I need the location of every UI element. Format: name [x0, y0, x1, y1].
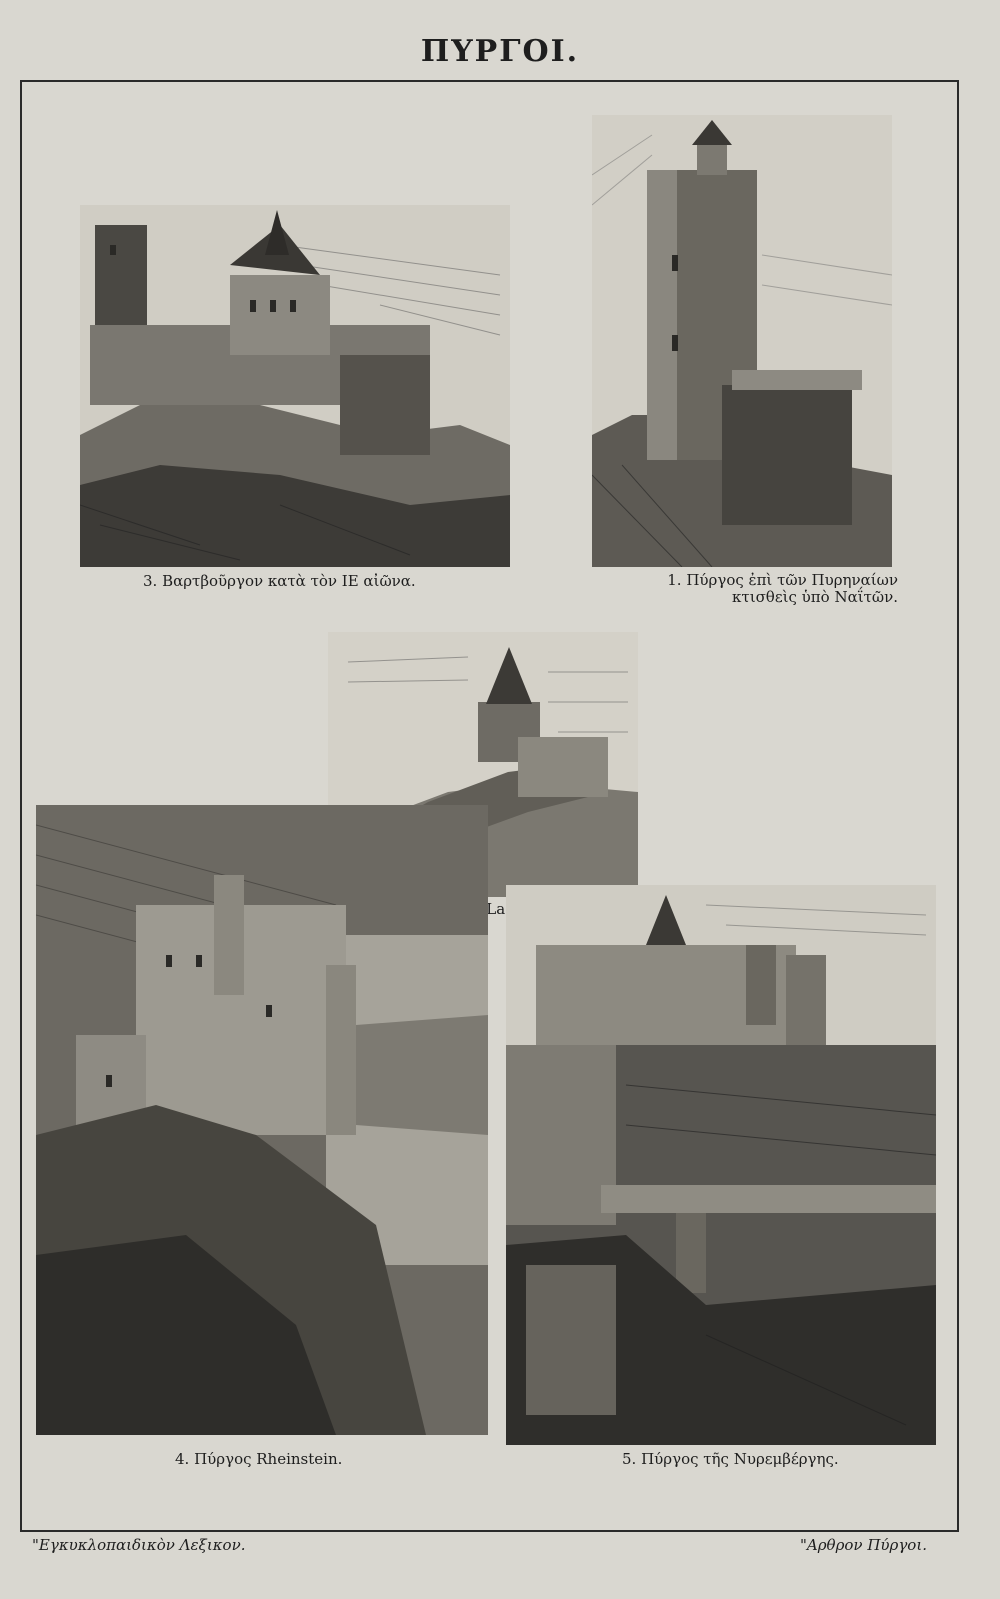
- figure-2-caption: La: [486, 900, 506, 918]
- figure-5-caption: 5. Πύργος τῆς Νυρεμβέργης.: [622, 1450, 839, 1468]
- figure-1-illustration: [592, 115, 892, 567]
- page-title: ΠΥΡΓΟΙ.: [420, 34, 580, 69]
- figure-3-caption: 3. Βαρτβοῦργον κατὰ τὸν ΙΕ αἰῶνα.: [143, 572, 416, 590]
- figure-4-caption: 4. Πύργος Rheinstein.: [175, 1450, 343, 1468]
- footer-article: "Αρθρον Πύργοι.: [800, 1536, 927, 1554]
- figure-5-illustration: [506, 885, 936, 1445]
- footer-source: "Εγκυκλοπαιδικὸν Λεξικον.: [32, 1536, 246, 1554]
- figure-4-illustration: [36, 805, 488, 1435]
- figure-3-illustration: [80, 205, 510, 567]
- figure-1-caption: 1. Πύργος ἐπὶ τῶν Πυρηναίων κτισθεὶς ὑπὸ Ναΐτῶν.: [667, 571, 898, 606]
